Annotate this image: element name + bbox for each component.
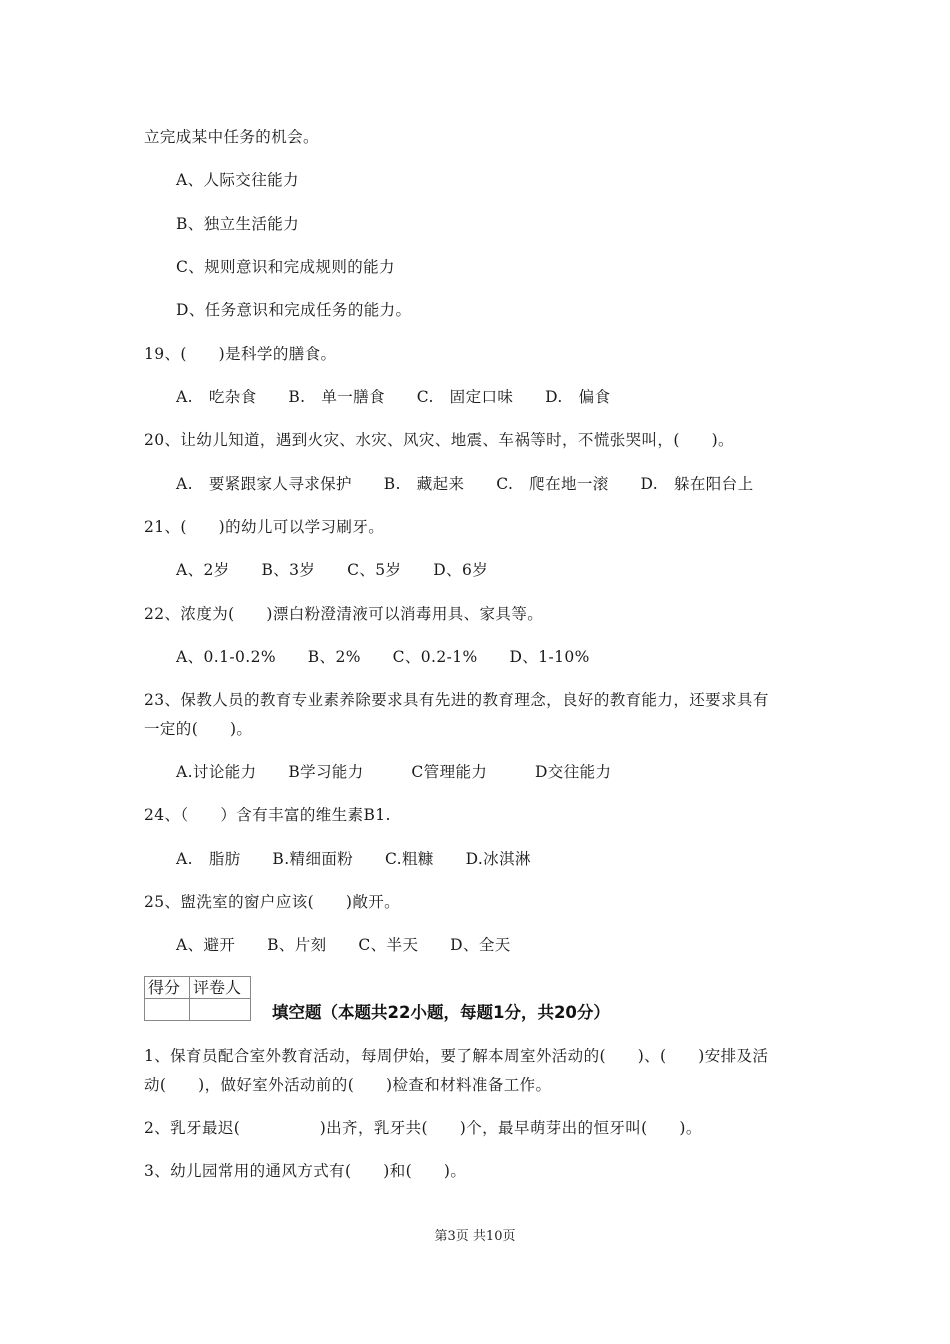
options-22: A、0.1-0.2% B、2% C、0.2-1% D、1-10% [176, 648, 590, 666]
option-line: C、规则意识和完成规则的能力 [176, 258, 395, 276]
grader-label: 评卷人 [190, 977, 251, 999]
fill-question-1: 1、保育员配合室外教育活动，每周伊始，要了解本周室外活动的( )、( )安排及活 [144, 1047, 769, 1065]
question-21: 21、( )的幼儿可以学习刷牙。 [144, 518, 385, 536]
question-22: 22、浓度为( )漂白粉澄清液可以消毒用具、家具等。 [144, 605, 544, 623]
fill-question-3: 3、幼儿园常用的通风方式有( )和( )。 [144, 1162, 467, 1180]
fill-question-1-cont: 动( )，做好室外活动前的( )检查和材料准备工作。 [144, 1076, 552, 1094]
options-19: A. 吃杂食 B. 单一膳食 C. 固定口味 D. 偏食 [176, 388, 611, 406]
option-line: A、人际交往能力 [176, 171, 299, 189]
question-25: 25、盥洗室的窗户应该( )敞开。 [144, 893, 401, 911]
options-24: A. 脂肪 B.精细面粉 C.粗糠 D.冰淇淋 [176, 850, 531, 868]
text-line: 立完成某中任务的机会。 [144, 128, 319, 146]
options-25: A、避开 B、片刻 C、半天 D、全天 [176, 936, 511, 954]
score-label: 得分 [145, 977, 190, 999]
options-20: A. 要紧跟家人寻求保护 B. 藏起来 C. 爬在地一滚 D. 躲在阳台上 [176, 475, 754, 493]
question-23-cont: 一定的( )。 [144, 720, 253, 738]
score-cell [145, 999, 190, 1021]
question-23: 23、保教人员的教育专业素养除要求具有先进的教育理念，良好的教育能力，还要求具有 [144, 691, 769, 709]
question-20: 20、让幼儿知道，遇到火灾、水灾、风灾、地震、车祸等时，不慌张哭叫，( )。 [144, 431, 734, 449]
options-23: A.讨论能力 B学习能力 C管理能力 D交往能力 [176, 763, 612, 781]
option-line: D、任务意识和完成任务的能力。 [176, 301, 412, 319]
section-title: 填空题（本题共22小题，每题1分，共20分） [272, 1003, 610, 1022]
page-footer: 第3页 共10页 [434, 1229, 516, 1244]
question-19: 19、( )是科学的膳食。 [144, 345, 337, 363]
option-line: B、独立生活能力 [176, 215, 300, 233]
fill-question-2: 2、乳牙最迟( )出齐，乳牙共( )个，最早萌芽出的恒牙叫( )。 [144, 1119, 702, 1137]
grader-cell [190, 999, 251, 1021]
options-21: A、2岁 B、3岁 C、5岁 D、6岁 [176, 561, 489, 579]
score-box [144, 976, 251, 1021]
question-24: 24、（ ）含有丰富的维生素B1. [144, 806, 391, 824]
